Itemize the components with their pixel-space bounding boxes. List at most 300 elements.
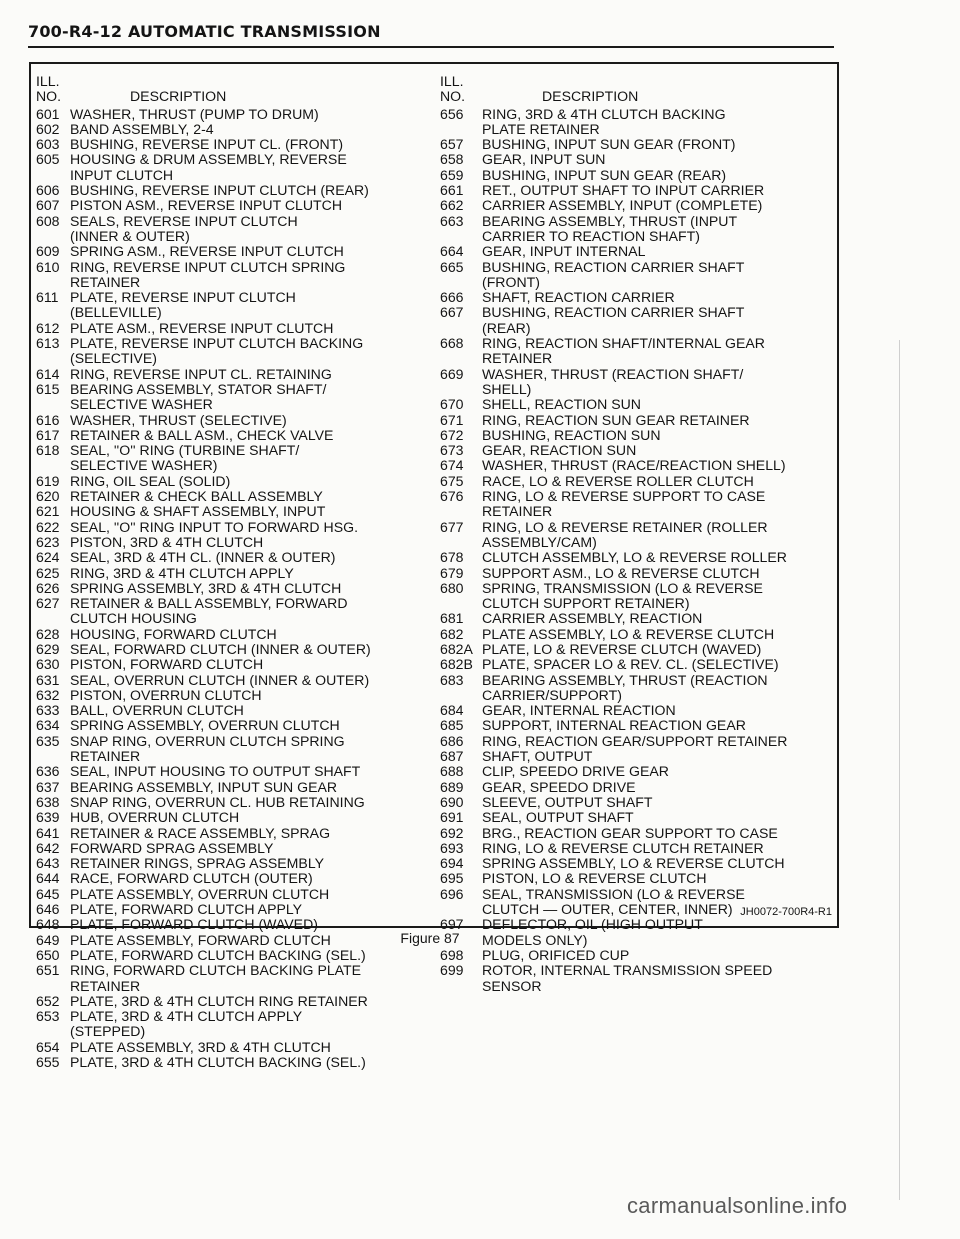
item-description: RING, LO & REVERSE CLUTCH RETAINER [482,839,764,856]
item-description: DEFLECTOR, OIL (HIGH OUTPUT MODELS ONLY) [482,916,703,948]
item-number: 602 [36,120,60,137]
figure-code: JH0072-700R4-R1 [740,906,832,918]
item-number: 635 [36,732,60,749]
parts-list-item [440,948,836,963]
parts-list-item [440,749,836,764]
parts-list-item [440,642,836,657]
item-number: 633 [36,702,60,719]
parts-list-item [440,458,836,473]
item-description: BEARING ASSEMBLY, INPUT SUN GEAR [70,778,338,795]
item-description: GEAR, INPUT INTERNAL [482,243,646,260]
item-number: 653 [36,1008,60,1025]
parts-list-item [36,734,436,765]
parts-list-item [36,688,436,703]
item-description: PISTON, OVERRUN CLUTCH [70,686,262,703]
item-number: 699 [440,962,464,979]
item-number: 659 [440,166,464,183]
item-description: SHAFT, REACTION CARRIER [482,289,675,306]
item-description: PLATE, 3RD & 4TH CLUTCH BACKING (SEL.) [70,1054,366,1070]
item-description: PLATE, SPACER LO & REV. CL. (SELECTIVE) [482,656,779,673]
item-description: HOUSING & DRUM ASSEMBLY, REVERSE INPUT CLUTCH [70,151,347,183]
item-number: 698 [440,946,464,963]
item-number: 646 [36,901,60,918]
item-description: FORWARD SPRAG ASSEMBLY [70,839,274,856]
item-description: SEAL, 3RD & 4TH CL. (INNER & OUTER) [70,549,336,566]
item-description: CARRIER ASSEMBLY, REACTION [482,610,703,627]
item-description: SPRING ASSEMBLY, 3RD & 4TH CLUTCH [70,579,342,596]
item-number: 617 [36,426,60,443]
item-description: SEAL, OVERRUN CLUTCH (INNER & OUTER) [70,671,370,688]
parts-list-item [440,137,836,152]
parts-list-item [36,902,436,917]
item-number: 676 [440,488,464,505]
item-number: 661 [440,182,464,199]
parts-list-item [440,214,836,245]
figure-caption: Figure 87 [400,930,460,946]
item-description: RETAINER & RACE ASSEMBLY, SPRAG [70,824,331,841]
item-number: 614 [36,365,60,382]
parts-list-item [440,443,836,458]
item-description: SPRING ASSEMBLY, OVERRUN CLUTCH [70,717,340,734]
item-description: SEAL, TRANSMISSION (LO & REVERSE CLUTCH — OUTER, CENTER, INNER) [482,885,745,918]
parts-list-item [36,673,436,688]
item-number: 668 [440,335,464,352]
item-number: 671 [440,411,464,428]
item-number: 697 [440,916,464,933]
item-description: BAND ASSEMBLY, 2-4 [70,120,214,137]
parts-list-item [36,657,436,672]
item-description: HOUSING, FORWARD CLUTCH [70,625,277,642]
item-description: SUPPORT ASM., LO & REVERSE CLUTCH [482,564,760,581]
item-description: PLATE ASSEMBLY, LO & REVERSE CLUTCH [482,625,775,642]
item-number: 689 [440,778,464,795]
parts-list-item [36,137,436,152]
parts-list-item [440,611,836,626]
header-rule [28,46,834,48]
item-description: RETAINER RINGS, SPRAG ASSEMBLY [70,855,325,872]
parts-list-item [440,183,836,198]
left-parts-list [36,107,436,1071]
item-description: PLATE, REVERSE INPUT CLUTCH BACKING (SELECTIVE) [70,335,364,367]
item-description: RETAINER & BALL ASM., CHECK VALVE [70,426,334,443]
item-description: ROTOR, INTERNAL TRANSMISSION SPEED SENSOR [482,962,773,994]
parts-list-item [36,443,436,474]
parts-list-item [440,826,836,841]
item-description: BUSHING, REACTION SUN [482,426,661,443]
item-number: 630 [36,656,60,673]
parts-list-item [36,841,436,856]
item-number: 682A [440,640,473,657]
item-description: WASHER, THRUST (RACE/REACTION SHELL) [482,457,786,474]
item-number: 683 [440,671,464,688]
item-number: 688 [440,763,464,780]
parts-list-item [36,718,436,733]
parts-list-item [36,596,436,627]
item-number: 619 [36,472,60,489]
item-description: SUPPORT, INTERNAL REACTION GEAR [482,717,746,734]
item-description: SLEEVE, OUTPUT SHAFT [482,793,653,810]
item-description: BUSHING, REVERSE INPUT CL. (FRONT) [70,136,344,153]
item-description: GEAR, INTERNAL REACTION [482,702,676,719]
parts-list-item [440,841,836,856]
parts-list-item [440,198,836,213]
parts-list-item [36,382,436,413]
parts-list-item [440,657,836,672]
item-description: SEAL, ''O'' RING INPUT TO FORWARD HSG. [70,518,358,535]
watermark: carmanualsonline.info [627,1193,848,1218]
item-number: 656 [440,105,464,122]
item-description: RACE, LO & REVERSE ROLLER CLUTCH [482,472,754,489]
item-number: 607 [36,197,60,214]
item-description: RETAINER & CHECK BALL ASSEMBLY [70,488,323,505]
item-number: 626 [36,579,60,596]
item-number: 678 [440,549,464,566]
item-number: 632 [36,686,60,703]
item-number: 601 [36,105,60,122]
item-number: 642 [36,839,60,856]
item-number: 651 [36,962,60,979]
item-number: 615 [36,380,60,397]
item-description: RET., OUTPUT SHAFT TO INPUT CARRIER [482,182,765,199]
parts-list-item [440,871,836,886]
item-description: SHELL, REACTION SUN [482,396,641,413]
parts-list-item [440,703,836,718]
item-number: 691 [440,809,464,826]
item-description: BUSHING, REACTION CARRIER SHAFT (REAR) [482,304,745,336]
parts-list-item [36,260,436,291]
parts-list-item [36,290,436,321]
item-number: 624 [36,549,60,566]
item-description: RACE, FORWARD CLUTCH (OUTER) [70,870,313,887]
item-description: BUSHING, INPUT SUN GEAR (REAR) [482,166,727,183]
parts-list-item [440,305,836,336]
parts-list-item [36,489,436,504]
item-description: BEARING ASSEMBLY, THRUST (REACTION CARRIER/SUPPORT) [482,671,768,703]
parts-list-item [36,336,436,367]
parts-list-item [36,183,436,198]
item-number: 637 [36,778,60,795]
item-description: RING, REVERSE INPUT CL. RETAINING [70,365,332,382]
item-description: WASHER, THRUST (SELECTIVE) [70,411,287,428]
parts-list-item [440,397,836,412]
parts-list-item [36,581,436,596]
parts-list-item [440,428,836,443]
parts-list-item [440,627,836,642]
parts-list-item [440,520,836,551]
parts-list-item [440,336,836,367]
item-number: 613 [36,335,60,352]
item-number: 643 [36,855,60,872]
parts-list-item [36,214,436,245]
item-description: RING, OIL SEAL (SOLID) [70,472,231,489]
item-number: 675 [440,472,464,489]
item-number: 666 [440,289,464,306]
left-column-header [36,74,436,105]
item-number: 690 [440,793,464,810]
item-description: PISTON ASM., REVERSE INPUT CLUTCH [70,197,343,214]
item-number: 603 [36,136,60,153]
item-description: BALL, OVERRUN CLUTCH [70,702,244,719]
item-number: 695 [440,870,464,887]
item-number: 677 [440,518,464,535]
parts-list-item [440,673,836,704]
item-number: 644 [36,870,60,887]
parts-list-item [440,489,836,520]
item-description: GEAR, INPUT SUN [482,151,606,168]
item-description: PISTON, 3RD & 4TH CLUTCH [70,533,264,550]
item-number: 693 [440,839,464,856]
item-number: 662 [440,197,464,214]
item-number: 655 [36,1054,60,1070]
parts-list-item [440,474,836,489]
parts-list-item [36,1055,436,1070]
item-number: 682 [440,625,464,642]
parts-list-item [440,718,836,733]
item-description: SEAL, OUTPUT SHAFT [482,809,634,826]
item-number: 669 [440,365,464,382]
parts-list-item [36,198,436,213]
parts-list-item [36,948,436,963]
item-number: 618 [36,442,60,459]
item-description: HOUSING & SHAFT ASSEMBLY, INPUT [70,503,326,520]
item-description: BEARING ASSEMBLY, STATOR SHAFT/ SELECTIVE WASHER [70,380,327,413]
item-description: PLATE ASM., REVERSE INPUT CLUTCH [70,319,334,336]
item-number: 680 [440,579,464,596]
parts-list-item [440,795,836,810]
item-number: 694 [440,855,464,872]
parts-list-item [36,566,436,581]
item-number: 684 [440,702,464,719]
parts-list-item [36,780,436,795]
item-description: CARRIER ASSEMBLY, INPUT (COMPLETE) [482,197,763,214]
item-description: BUSHING, INPUT SUN GEAR (FRONT) [482,136,736,153]
ill-label: ILL. [440,73,464,89]
item-number: 685 [440,717,464,734]
item-number: 667 [440,304,464,321]
parts-list-item [36,627,436,642]
item-description: RING, 3RD & 4TH CLUTCH APPLY [70,564,294,581]
item-description: GEAR, SPEEDO DRIVE [482,778,636,795]
scan-edge-line [899,340,900,1200]
item-number: 638 [36,793,60,810]
item-description: PLATE, FORWARD CLUTCH APPLY [70,901,303,918]
parts-list-item [440,260,836,291]
parts-list-item [36,856,436,871]
parts-list-item [440,566,836,581]
item-number: 629 [36,640,60,657]
item-description: BRG., REACTION GEAR SUPPORT TO CASE [482,824,778,841]
item-description: SNAP RING, OVERRUN CL. HUB RETAINING [70,793,365,810]
item-number: 623 [36,533,60,550]
parts-list-item [36,994,436,1009]
description-label: DESCRIPTION [542,88,639,105]
item-number: 627 [36,595,60,612]
item-description: SPRING, TRANSMISSION (LO & REVERSE CLUTCH SUPPORT RETAINER) [482,579,763,612]
page-title: 700-R4-12 AUTOMATIC TRANSMISSION [28,22,381,41]
item-description: RING, REACTION SHAFT/INTERNAL GEAR RETAINER [482,335,765,367]
parts-list-item [440,810,836,825]
right-parts-list [440,107,836,994]
item-number: 654 [36,1038,60,1055]
no-label: NO. [440,88,466,105]
item-description: PLATE ASSEMBLY, OVERRUN CLUTCH [70,885,330,902]
item-description: WASHER, THRUST (REACTION SHAFT/ SHELL) [482,365,744,397]
item-description: SEAL, FORWARD CLUTCH (INNER & OUTER) [70,640,371,657]
item-description: SEAL, ''O'' RING (TURBINE SHAFT/ SELECTIVE WASHER) [70,442,300,474]
left-column [36,74,436,1070]
item-description: RING, 3RD & 4TH CLUTCH BACKING PLATE RETAINER [482,105,726,137]
item-number: 606 [36,182,60,199]
item-description: PLATE, FORWARD CLUTCH (WAVED) [70,916,318,933]
item-description: SEAL, INPUT HOUSING TO OUTPUT SHAFT [70,763,361,780]
item-number: 657 [440,136,464,153]
item-description: BUSHING, REACTION CARRIER SHAFT (FRONT) [482,258,745,290]
item-description: SNAP RING, OVERRUN CLUTCH SPRING RETAINER [70,732,345,765]
parts-list-item [440,107,836,138]
item-description: PLATE, 3RD & 4TH CLUTCH APPLY (STEPPED) [70,1008,303,1040]
item-number: 674 [440,457,464,474]
item-number: 610 [36,258,60,275]
item-number: 648 [36,916,60,933]
item-number: 620 [36,488,60,505]
item-number: 625 [36,564,60,581]
parts-list-item [36,321,436,336]
item-number: 645 [36,885,60,902]
parts-list-item [36,152,436,183]
item-number: 652 [36,992,60,1009]
parts-list-item [36,887,436,902]
parts-list-item [36,764,436,779]
item-number: 673 [440,442,464,459]
item-number: 658 [440,151,464,168]
no-label: NO. [36,88,62,105]
parts-list-item [440,168,836,183]
parts-list-item [36,550,436,565]
parts-list-item [440,780,836,795]
parts-list-item [440,856,836,871]
item-description: PISTON, FORWARD CLUTCH [70,656,264,673]
item-number: 621 [36,503,60,520]
parts-list-item [36,703,436,718]
item-number: 682B [440,656,473,673]
parts-list-item [36,1009,436,1040]
item-number: 681 [440,610,464,627]
parts-list-item [440,734,836,749]
parts-list-item [440,152,836,167]
item-number: 679 [440,564,464,581]
item-number: 616 [36,411,60,428]
item-number: 670 [440,396,464,413]
parts-list-item [440,581,836,612]
parts-list-item [36,1040,436,1055]
parts-list-item [36,428,436,443]
item-description: PLATE ASSEMBLY, FORWARD CLUTCH [70,931,331,948]
item-description: RING, FORWARD CLUTCH BACKING PLATE RETAINER [70,962,362,994]
item-description: WASHER, THRUST (PUMP TO DRUM) [70,105,319,122]
item-description: BUSHING, REVERSE INPUT CLUTCH (REAR) [70,182,369,199]
item-description: RING, REACTION SUN GEAR RETAINER [482,411,750,428]
item-number: 665 [440,258,464,275]
parts-list-item [36,504,436,519]
item-description: PLUG, ORIFICED CUP [482,946,630,963]
item-number: 608 [36,212,60,229]
item-description: SEALS, REVERSE INPUT CLUTCH (INNER & OUTER) [70,212,298,244]
item-description: PLATE, FORWARD CLUTCH BACKING (SEL.) [70,946,366,963]
parts-list-item [36,520,436,535]
item-number: 649 [36,931,60,948]
item-number: 664 [440,243,464,260]
parts-list-item [36,810,436,825]
right-column-header [440,74,836,105]
item-description: PLATE ASSEMBLY, 3RD & 4TH CLUTCH [70,1038,331,1055]
item-description: PISTON, LO & REVERSE CLUTCH [482,870,707,887]
item-number: 631 [36,671,60,688]
parts-list-item [36,826,436,841]
item-description: HUB, OVERRUN CLUTCH [70,809,240,826]
item-number: 609 [36,243,60,260]
item-number: 636 [36,763,60,780]
item-description: RING, LO & REVERSE SUPPORT TO CASE RETAINER [482,488,766,520]
parts-list-item [36,107,436,122]
parts-list-item [440,963,836,994]
item-number: 686 [440,732,464,749]
item-description: SHAFT, OUTPUT [482,748,593,765]
parts-list-item [36,122,436,137]
item-description: RING, LO & REVERSE RETAINER (ROLLER ASSEMBLY/CAM) [482,518,768,550]
item-description: BEARING ASSEMBLY, THRUST (INPUT CARRIER TO REACTION SHAFT) [482,212,738,244]
parts-list-item [36,871,436,886]
item-number: 650 [36,946,60,963]
parts-list-item [440,764,836,779]
item-number: 692 [440,824,464,841]
parts-list-item [36,474,436,489]
item-description: RING, REACTION GEAR/SUPPORT RETAINER [482,732,788,749]
item-description: PLATE, 3RD & 4TH CLUTCH RING RETAINER [70,992,368,1009]
item-description: CLIP, SPEEDO DRIVE GEAR [482,763,669,780]
item-description: PLATE, LO & REVERSE CLUTCH (WAVED) [482,640,762,657]
item-description: RETAINER & BALL ASSEMBLY, FORWARD CLUTCH HOUSING [70,595,348,627]
item-description: GEAR, REACTION SUN [482,442,637,459]
parts-list-item [36,535,436,550]
parts-list-item [36,642,436,657]
parts-list-item [440,413,836,428]
item-number: 687 [440,748,464,765]
parts-list-item [36,963,436,994]
item-number: 628 [36,625,60,642]
item-number: 611 [36,289,59,306]
parts-list-item [440,290,836,305]
item-number: 639 [36,809,60,826]
right-column [440,74,836,994]
item-number: 641 [36,824,60,841]
item-number: 634 [36,717,60,734]
description-label: DESCRIPTION [130,88,227,105]
parts-list-item [36,244,436,259]
parts-list-item [440,367,836,398]
item-description: SPRING ASSEMBLY, LO & REVERSE CLUTCH [482,855,785,872]
parts-list-item [36,795,436,810]
item-number: 612 [36,319,60,336]
item-number: 663 [440,212,464,229]
item-description: CLUTCH ASSEMBLY, LO & REVERSE ROLLER [482,549,787,566]
parts-list-item [440,244,836,259]
item-number: 605 [36,151,60,168]
item-description: PLATE, REVERSE INPUT CLUTCH (BELLEVILLE) [70,289,296,321]
item-description: SPRING ASM., REVERSE INPUT CLUTCH [70,243,344,260]
parts-list-item [36,413,436,428]
item-number: 622 [36,518,60,535]
item-number: 696 [440,885,464,902]
